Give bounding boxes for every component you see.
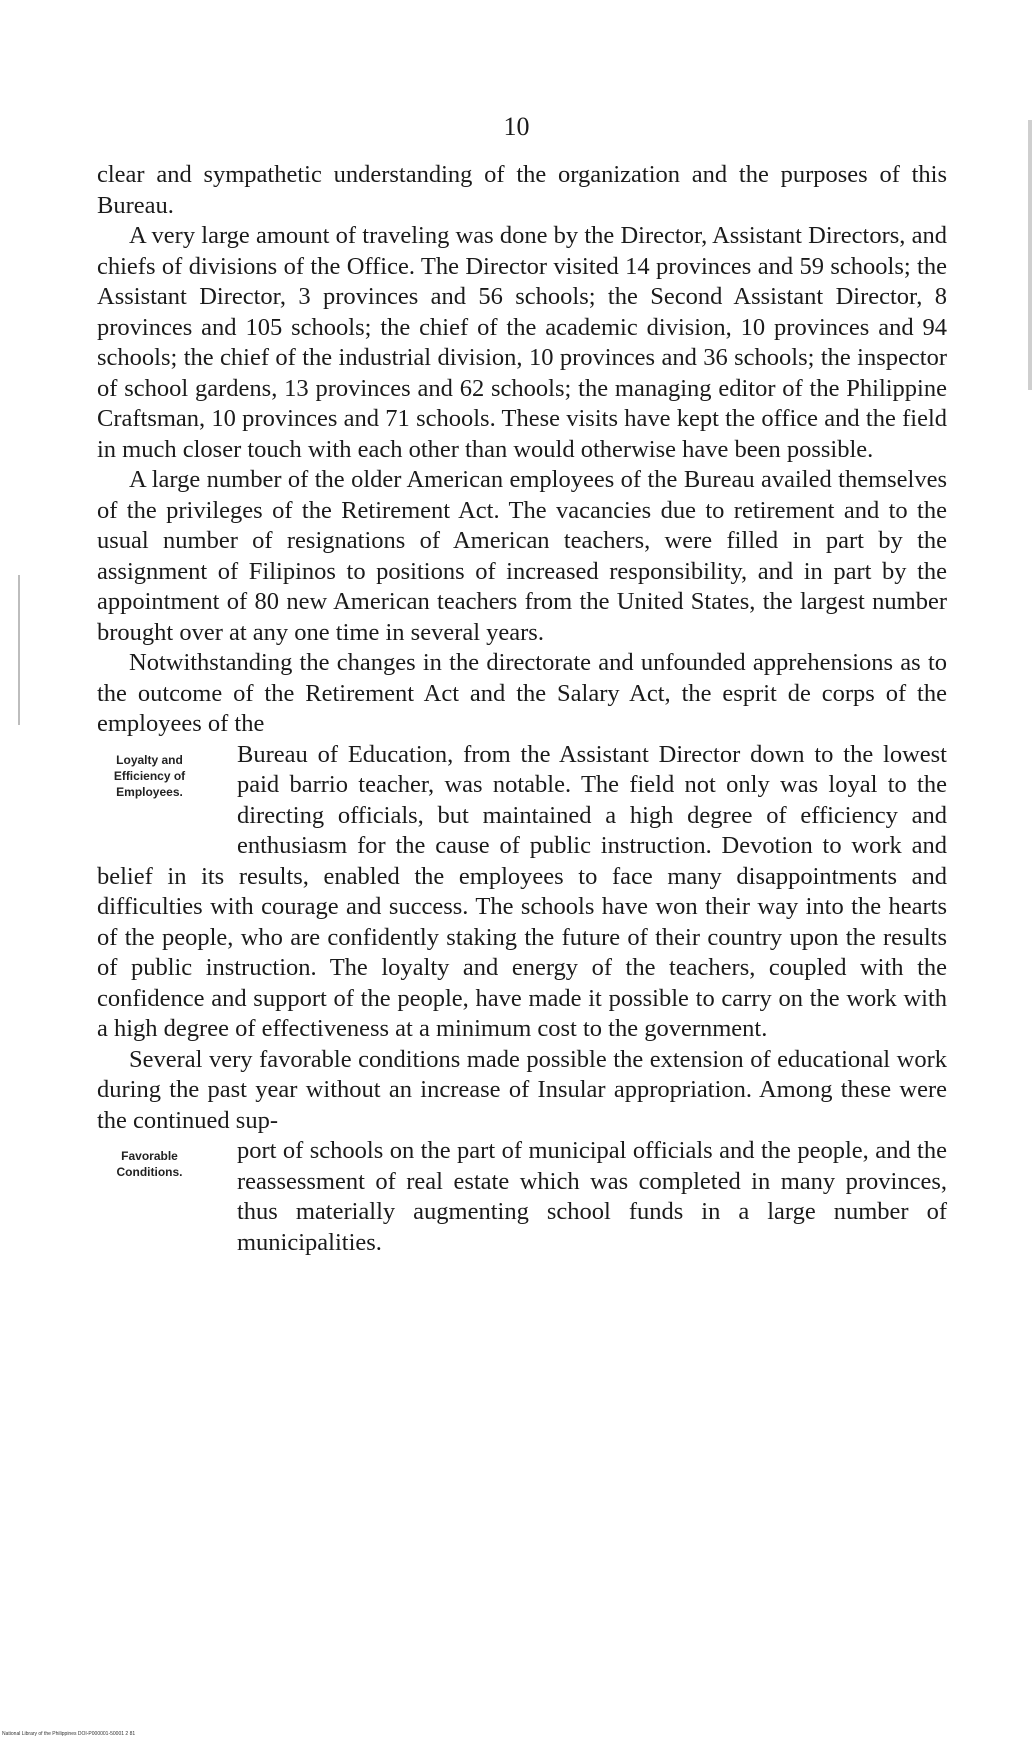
margin-note-line: Efficiency of [113, 768, 186, 783]
paragraph: port of schools on the part of municipal officials and the people, and the reassessment of real estate which was completed in many provinces, thus materially augmenting school funds in a large number of municipalities. [237, 1137, 947, 1256]
page-number: 10 [503, 112, 530, 141]
footer-credit: National Library of the Philippines DOI-P000001-50001 2 81 [2, 1731, 136, 1737]
body-text [97, 160, 947, 1258]
right-edge-shadow [1028, 120, 1032, 390]
margin-note-line: Employees. [116, 784, 183, 799]
paragraph: A large number of the older American employees of the Bureau availed themselves of the privileges of the Retirement Act. The vacancies due to retirement and to the usual number of resignations of American teachers, were filled in part by the assignment of Filipinos to positions of increased responsibility, and in part by the appointment of 80 new American teachers from the United States, the largest number brought over at any one time in several years. [97, 466, 947, 646]
paragraph: Several very favorable conditions made possible the extension of educational work during the past year without an increase of Insular appropriation. Among these were the continued sup- [97, 1045, 947, 1134]
paragraph: A very large amount of traveling was done by the Director, Assistant Directors, and chiefs of divisions of the Office. The Director visited 14 provinces and 59 schools; the Assistant Director, 3 provinces and 56 schools; the Second Assistant Director, 8 provinces and 105 schools; the chief of the academic division, 10 provinces and 94 schools; the chief of the industrial division, 10 provinces and 36 schools; the inspector of school gardens, 13 provinces and 62 schools; the managing editor of the Philippine Craftsman, 10 provinces and 71 schools. These visits have kept the office and the field in much closer touch with each other than would otherwise have been possible. [97, 222, 947, 463]
paragraph: Notwithstanding the changes in the directorate and unfounded apprehensions as to the outcome of the Retirement Act and the Salary Act, the esprit de corps of the employees of the [97, 649, 947, 737]
left-edge-mark [18, 575, 20, 725]
margin-note-favorable [62, 1136, 237, 1243]
margin-note-line: Conditions. [116, 1165, 183, 1179]
margin-note-line: Favorable [121, 1149, 178, 1163]
margin-note-line: Loyalty and [116, 752, 183, 767]
margin-note-loyalty [62, 740, 237, 847]
paragraph: clear and sympathetic understanding of the organization and the purposes of this Bureau. [97, 161, 947, 219]
paragraph: Bureau of Education, from the Assistant Director down to the lowest paid barrio teacher, was notable. The field not only was loyal to the directing officials, but maintained a high degree of efficiency and enthusiasm for the cause of public instruction. Devotion to work and belief in its results, enabled the employees to face many disappointments and difficulties with courage and success. The schools have won their way into the hearts of the people, who are confidently staking the future of their country upon the results of public instruction. The loyalty and energy of the teachers, coupled with the confidence and support of the people, have made it possible to carry on the work with a high degree of effectiveness at a minimum cost to the government. [97, 740, 947, 1042]
